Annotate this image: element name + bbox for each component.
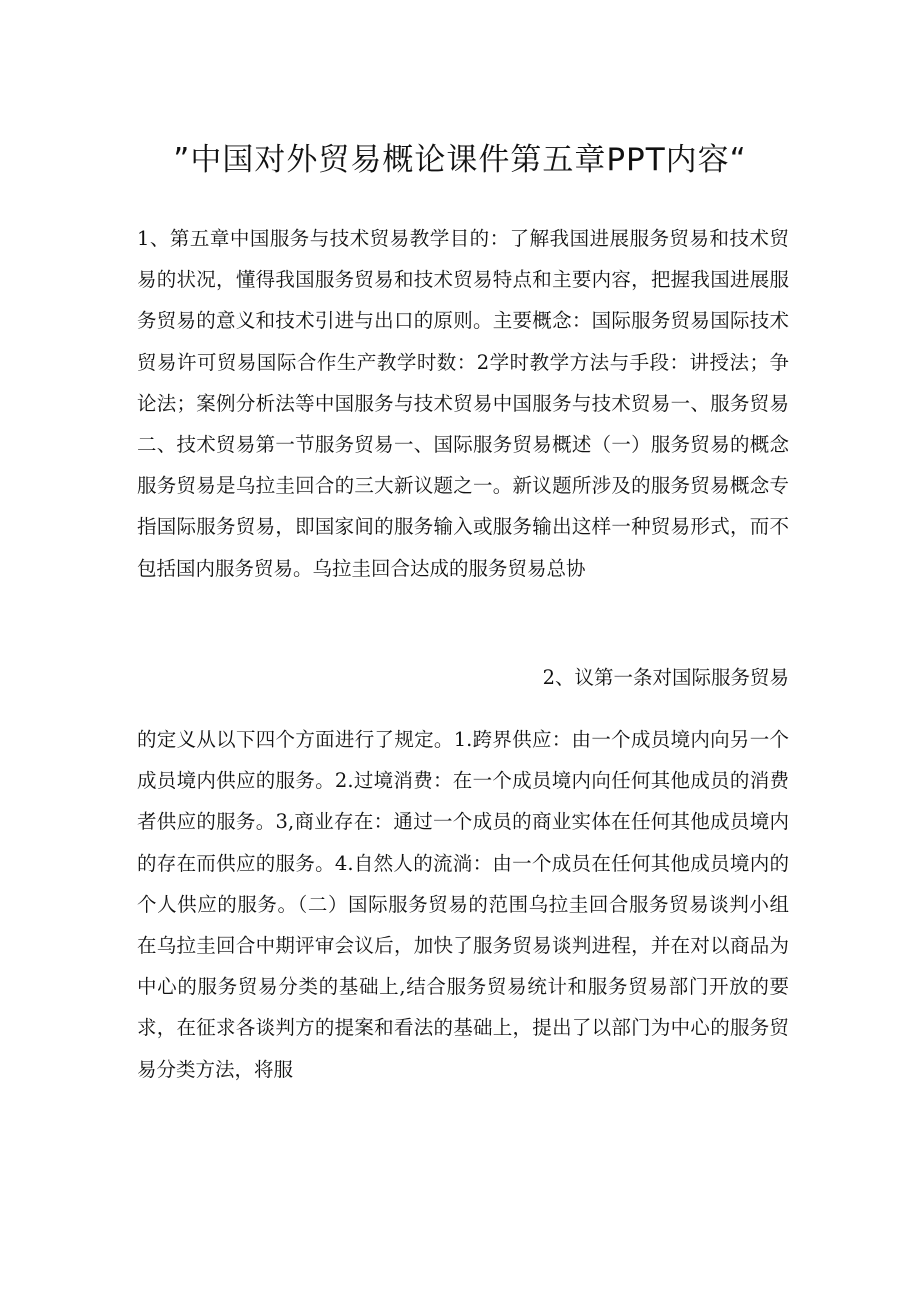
- document-title: ”中国对外贸易概论课件第五章PPT内容“: [173, 142, 747, 178]
- paragraph-2: 2、议第一条对国际服务贸易: [542, 666, 789, 689]
- paragraph-3: 的定义从以下四个方面进行了规定。1.跨界供应：由一个成员境内向另一个成员境内供应的服务。2.过境消费：在一个成员境内向任何其他成员的消费者供应的服务。3,商业存在：通过一个成员的商业实体在任何其他成员境内的存在而供应的服务。4.自然人的流淌：由一个成员在任何其他成员境内的个人供应的服务。（二）国际服务贸易的范围乌拉圭回合服务贸易谈判小组在乌拉圭回合中期评审会议后，加快了服务贸易谈判进程，并在对以商品为中心的服务贸易分类的基础上,结合服务贸易统计和服务贸易部门开放的要求，在征求各谈判方的提案和看法的基础上，提出了以部门为中心的服务贸易分类方法，将服: [137, 728, 789, 1081]
- paragraph-1: 1、第五章中国服务与技术贸易教学目的：了解我国进展服务贸易和技术贸易的状况，懂得我国服务贸易和技术贸易特点和主要内容，把握我国进展服务贸易的意义和技术引进与出口的原则。主要概念：国际服务贸易国际技术贸易许可贸易国际合作生产教学时数：2学时教学方法与手段：讲授法；争论法；案例分析法等中国服务与技术贸易中国服务与技术贸易一、服务贸易二、技术贸易第一节服务贸易一、国际服务贸易概述（一）服务贸易的概念服务贸易是乌拉圭回合的三大新议题之一。新议题所涉及的服务贸易概念专指国际服务贸易，即国家间的服务输入或服务输出这样一种贸易形式，而不包括国内服务贸易。乌拉圭回合达成的服务贸易总协: [137, 227, 789, 580]
